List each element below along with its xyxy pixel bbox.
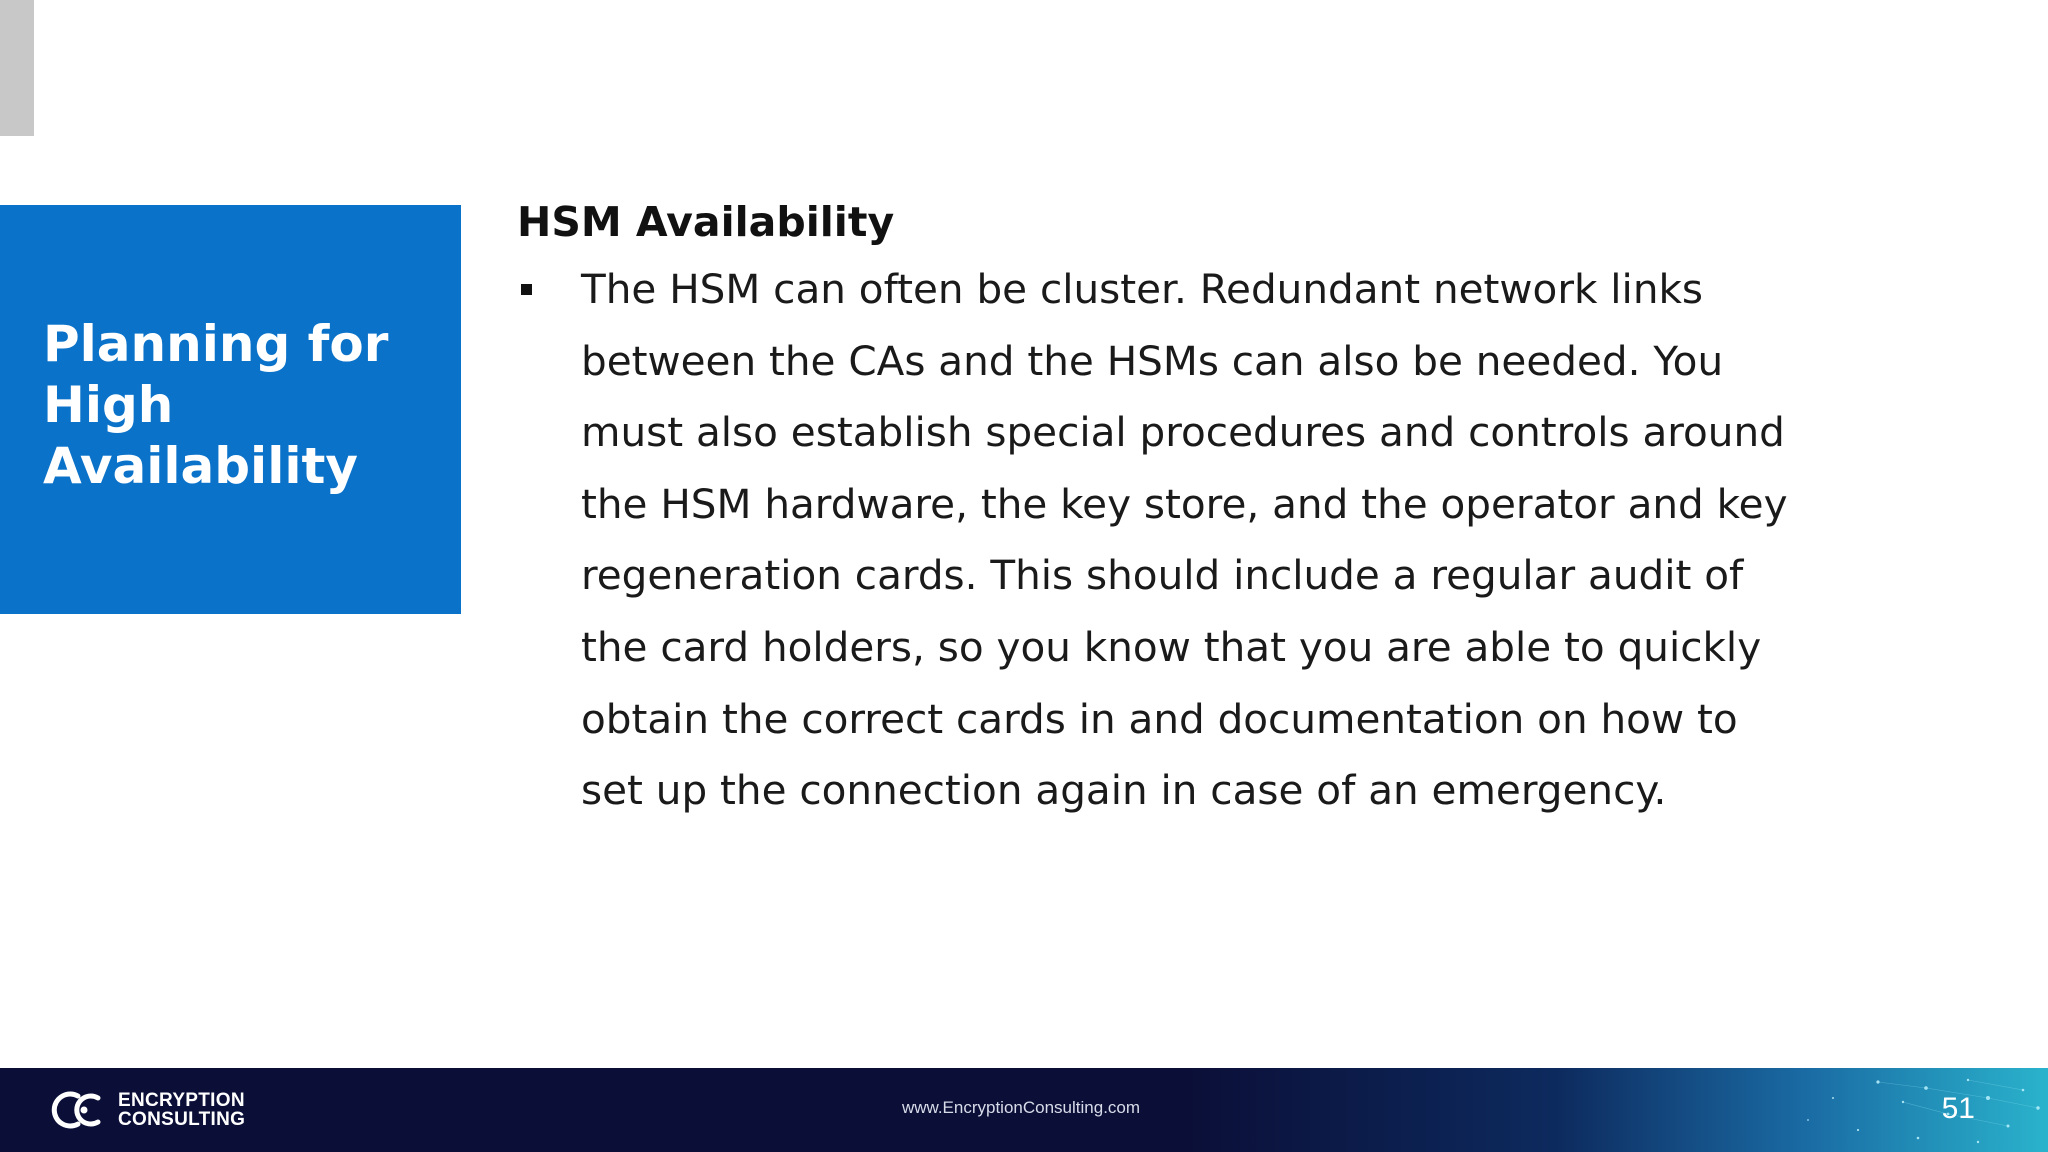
logo-line-2: CONSULTING: [118, 1109, 246, 1130]
logo-line-1: ENCRYPTION: [118, 1090, 245, 1111]
bullet-list: [517, 254, 1817, 827]
bullet-text: The HSM can often be cluster. Redundant network links between the CAs and the HSMs can also be needed. You must also establish special procedures and controls around the HSM hardware, the key store, and the operator and key regeneration cards. This should include a regular audit of the card holders, so you know that you are able to quickly obtain the correct cards in and documentation on how to set up the connection again in case of an emergency.: [581, 265, 1788, 815]
title-panel: [0, 205, 461, 614]
bullet-item: [517, 254, 1811, 827]
slide-content: [517, 196, 1817, 827]
footer-bar: [0, 1068, 2048, 1152]
slide-title: Planning for High Availability: [43, 315, 389, 495]
corner-tab: [0, 0, 34, 136]
website-url: www.EncryptionConsulting.com: [901, 1098, 1141, 1117]
square-bullet-icon: [521, 284, 532, 295]
section-heading: HSM Availability: [517, 198, 895, 246]
page-number: 51: [1941, 1092, 1975, 1125]
